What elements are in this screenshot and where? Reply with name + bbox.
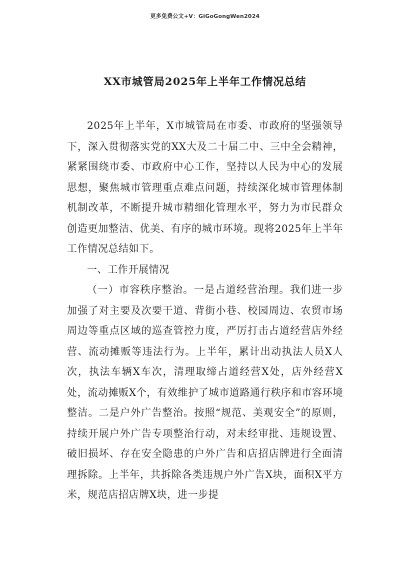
intro-paragraph: 2025年上半年，X市城管局在市委、市政府的坚强领导下，深入贯彻落实党的XX大及二十届二中、三中全会精神，紧紧围绕市委、市政府中心工作，坚持以人民为中心的发展思想，聚焦城市管理重点难点问题，持续深化城市管理体制机制改革，不断提升城市精细化管理水平，努力为市民群众创造更加整洁、优美、有序的城市环境。现将2025年上半年工作情况总结如下。 [67,121,343,255]
document-body [67,117,343,507]
header-note: 更多免费公文+V：GiGoGongWen2024 [150,14,260,20]
body-paragraph: （一）市容秩序整治。一是占道经营治理。我们进一步加强了对主要及次要干道、背街小巷、校园周边、农贸市场周边等重点区域的巡查管控力度，严厉打击占道经营店外经营、流动摊贩等违法行为。上半年，累计出动执法人员X人次，执法车辆X车次，清理取缔占道经营X处，店外经营X处，流动摊贩X个，有效维护了城市道路通行秩序和市容环境整洁。二是户外广告整治。按照“规范、美观安全”的原则，持续开展户外广告专项整治行动，对未经审批、违规设置、破旧损坏、存在安全隐患的户外广告和店招店牌进行全面清理拆除。上半年，共拆除各类违规户外广告X块，面积X平方米，规范店招店牌X块，进一步提 [67,285,343,501]
document-title: XX市城管局2025年上半年工作情况总结 [103,76,307,88]
section-heading: 一、工作开展情况 [87,264,170,276]
